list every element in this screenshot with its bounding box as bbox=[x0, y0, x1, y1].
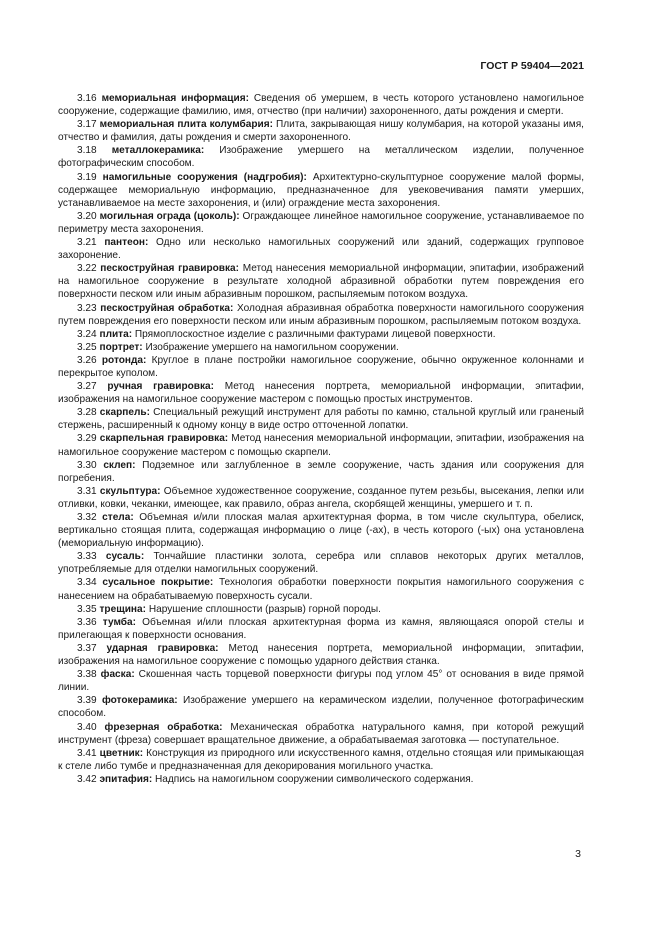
entry-definition: Одно или несколько намогильных сооружений или зданий, содержащих групповое захоронение. bbox=[58, 237, 584, 262]
entry-definition: Изображение умершего на намогильном сооружении. bbox=[145, 341, 399, 353]
page-number: 3 bbox=[575, 848, 581, 860]
entry-number: 3.33 bbox=[77, 551, 97, 563]
entry-definition: Изображение умершего на керамическом изделии, полученное фотографическим способом. bbox=[58, 695, 584, 720]
entry-number: 3.41 bbox=[77, 747, 97, 759]
entry-definition: Надпись на намогильном сооружении символического содержания. bbox=[155, 773, 474, 785]
entry-number: 3.37 bbox=[77, 642, 97, 654]
entry-term: мемориальная плита колумбария: bbox=[99, 119, 274, 131]
entry-definition: Ограждающее линейное намогильное сооружение, устанавливаемое по периметру места захоронения. bbox=[58, 210, 584, 235]
entry-term: скульптура: bbox=[99, 485, 161, 497]
definition-entry bbox=[58, 328, 584, 341]
entry-definition: Специальный режущий инструмент для работы по камню, стальной круглый или граненый стержень, расширенный к одному концу в виде остро отточенной лопатки. bbox=[58, 407, 584, 432]
entry-definition: Скошенная часть торцевой поверхности фигуры под углом 45° от основания в виде прямой линии. bbox=[58, 669, 585, 694]
definition-entry bbox=[58, 550, 584, 576]
entry-number: 3.24 bbox=[77, 328, 97, 340]
definition-entry bbox=[58, 341, 584, 354]
definition-entry bbox=[58, 459, 584, 485]
entry-number: 3.36 bbox=[77, 616, 97, 628]
definition-entry bbox=[58, 210, 584, 236]
definitions-list bbox=[58, 92, 584, 786]
entry-definition: Холодная абразивная обработка поверхности намогильного сооружения путем повреждения его поверхности песком или иным абразивным порошком, распыляемым потоком воздуха. bbox=[58, 302, 584, 327]
entry-number: 3.38 bbox=[77, 669, 97, 681]
entry-term: сусаль: bbox=[105, 551, 145, 563]
entry-term: намогильные сооружения (надгробия): bbox=[102, 171, 307, 183]
entry-definition: Сведения об умершем, в честь которого установлено намогильное сооружение, содержащие фамилию, имя, отчество (при наличии) захороненного, даты рождения и смерти. bbox=[58, 93, 584, 118]
entry-term: пескоструйная гравировка: bbox=[100, 263, 240, 275]
entry-definition: Подземное или заглубленное в земле сооружение, часть здания или сооружения для погребения. bbox=[58, 459, 584, 484]
definition-entry bbox=[58, 406, 584, 432]
entry-term: скарпель: bbox=[99, 407, 150, 419]
definition-entry bbox=[58, 616, 584, 642]
entry-definition: Изображение умершего на металлическом изделии, полученное фотографическим способом. bbox=[58, 145, 584, 170]
entry-term: скарпельная гравировка: bbox=[99, 433, 229, 445]
entry-definition: Метод нанесения мемориальной информации, эпитафии, изображения на намогильное сооружение мастером с помощью скарпели. bbox=[58, 433, 584, 458]
definition-entry bbox=[58, 302, 584, 328]
definition-entry bbox=[58, 262, 584, 301]
entry-number: 3.28 bbox=[77, 407, 97, 419]
entry-number: 3.23 bbox=[77, 302, 97, 314]
entry-term: ротонда: bbox=[101, 354, 147, 366]
entry-number: 3.32 bbox=[77, 512, 97, 523]
entry-number: 3.18 bbox=[77, 145, 97, 157]
definition-entry bbox=[58, 511, 584, 550]
entry-definition: Тончайшие пластинки золота, серебра или сплавов некоторых других металлов, употребляемые для отделки намогильных сооружений. bbox=[58, 551, 584, 576]
entry-term: плита: bbox=[99, 328, 133, 340]
entry-definition: Объемная и/или плоская архитектурная форма из камня, являющаяся опорой стелы и прилегающая к поверхности основания. bbox=[58, 616, 584, 641]
entry-number: 3.31 bbox=[77, 485, 97, 497]
entry-number: 3.21 bbox=[77, 237, 97, 249]
definition-entry bbox=[58, 144, 584, 170]
definition-entry bbox=[58, 576, 584, 602]
entry-definition: Объемная и/или плоская малая архитектурная форма, в том числе скульптура, обелиск, вертикально стоящая плита, содержащая информацию о лице (-ах), в честь которого (-ых) она установлена (мемориальную информацию). bbox=[58, 512, 584, 550]
entry-term: ручная гравировка: bbox=[107, 381, 215, 393]
entry-number: 3.20 bbox=[77, 210, 97, 222]
entry-definition: Плита, закрывающая нишу колумбария, на которой указаны имя, отчество и фамилия, даты рождения и смерти захороненного. bbox=[58, 119, 584, 144]
entry-definition: Метод нанесения портрета, мемориальной информации, эпитафии, изображения на намогильное сооружение мастером с помощью простых инструментов. bbox=[58, 381, 584, 406]
definition-entry bbox=[58, 603, 584, 616]
entry-term: тумба: bbox=[102, 616, 136, 628]
entry-term: склеп: bbox=[103, 459, 136, 471]
entry-term: эпитафия: bbox=[99, 773, 153, 785]
definition-entry bbox=[58, 92, 584, 118]
definition-entry bbox=[58, 118, 584, 144]
definition-entry bbox=[58, 485, 584, 511]
entry-term: цветник: bbox=[99, 747, 144, 759]
entry-definition: Круглое в плане постройки намогильное сооружение, обычно окруженное колоннами и перекрытое куполом. bbox=[58, 354, 584, 379]
entry-number: 3.17 bbox=[77, 119, 97, 131]
entry-definition: Механическая обработка натурального камня, при которой режущий инструмент (фреза) совершает вращательное движение, а обрабатываемая заготовка — поступательное. bbox=[58, 721, 585, 746]
entry-number: 3.35 bbox=[77, 603, 97, 615]
entry-term: пескоструйная обработка: bbox=[100, 302, 234, 314]
definition-entry bbox=[58, 171, 584, 210]
entry-definition: Прямоплоскостное изделие с различными фактурами лицевой поверхности. bbox=[134, 328, 496, 340]
entry-number: 3.29 bbox=[77, 433, 97, 445]
definition-entry bbox=[58, 668, 584, 694]
entry-term: мемориальная информация: bbox=[101, 93, 249, 104]
entry-number: 3.42 bbox=[77, 773, 97, 785]
definition-entry bbox=[58, 773, 584, 786]
entry-definition: Метод нанесения мемориальной информации, эпитафии, изображений на намогильное сооружение в результате холодной абразивной обработки путем повреждения его поверхности песком или иным абразивным порошком, распыляемым потоком воздуха. bbox=[58, 263, 584, 301]
entry-term: могильная ограда (цоколь): bbox=[99, 210, 240, 222]
definition-entry bbox=[58, 432, 584, 458]
entry-definition: Технология обработки поверхности покрытия намогильного сооружения с нанесением на обрабатываемую поверхность сусали. bbox=[58, 577, 584, 602]
definition-entry bbox=[58, 721, 584, 747]
entry-number: 3.34 bbox=[77, 577, 97, 589]
entry-definition: Конструкция из природного или искусственного камня, отдельно стоящая или примыкающая к стеле либо тумбе и предназначенная для декорирования могильного участка. bbox=[58, 747, 584, 772]
entry-term: портрет: bbox=[99, 341, 143, 353]
entry-term: фотокерамика: bbox=[101, 695, 178, 707]
entry-number: 3.19 bbox=[77, 171, 97, 183]
entry-number: 3.30 bbox=[77, 459, 97, 471]
entry-definition: Архитектурно-скульптурное сооружение малой формы, содержащее мемориальную информацию, предназначенное для увековечивания памяти умерших, устанавливаемое на месте захоронения, и (или) ограждение места захоронения. bbox=[58, 171, 584, 209]
entry-term: пантеон: bbox=[104, 237, 149, 249]
definition-entry bbox=[58, 354, 584, 380]
entry-number: 3.27 bbox=[77, 381, 97, 393]
entry-term: стела: bbox=[102, 512, 134, 523]
definition-entry bbox=[58, 747, 584, 773]
entry-term: фаска: bbox=[100, 669, 135, 681]
definition-entry bbox=[58, 236, 584, 262]
entry-definition: Объемное художественное сооружение, созданное путем резьбы, высекания, лепки или отливки, ковки, чеканки, имеющее, как правило, образ ангела, скорбящей женщины, умершего и т. п. bbox=[58, 485, 584, 510]
definition-entry bbox=[58, 642, 584, 668]
entry-term: сусальное покрытие: bbox=[102, 577, 214, 589]
entry-term: трещина: bbox=[99, 603, 146, 615]
entry-definition: Нарушение сплошности (разрыв) горной породы. bbox=[148, 603, 381, 615]
entry-definition: Метод нанесения портрета, мемориальной информации, эпитафии, изображения на намогильное сооружение с помощью ударного действия станка. bbox=[58, 642, 584, 668]
definition-entry bbox=[58, 380, 584, 406]
entry-term: металлокерамика: bbox=[111, 145, 205, 157]
entry-number: 3.25 bbox=[77, 341, 97, 353]
entry-number: 3.16 bbox=[77, 93, 97, 104]
entry-number: 3.26 bbox=[77, 354, 97, 366]
entry-number: 3.39 bbox=[77, 695, 97, 707]
entry-number: 3.22 bbox=[77, 263, 97, 275]
entry-term: ударная гравировка: bbox=[106, 642, 219, 654]
entry-number: 3.40 bbox=[77, 721, 97, 733]
entry-term: фрезерная обработка: bbox=[104, 721, 223, 733]
document-standard-number: ГОСТ Р 59404—2021 bbox=[480, 60, 584, 72]
definition-entry bbox=[58, 694, 584, 720]
